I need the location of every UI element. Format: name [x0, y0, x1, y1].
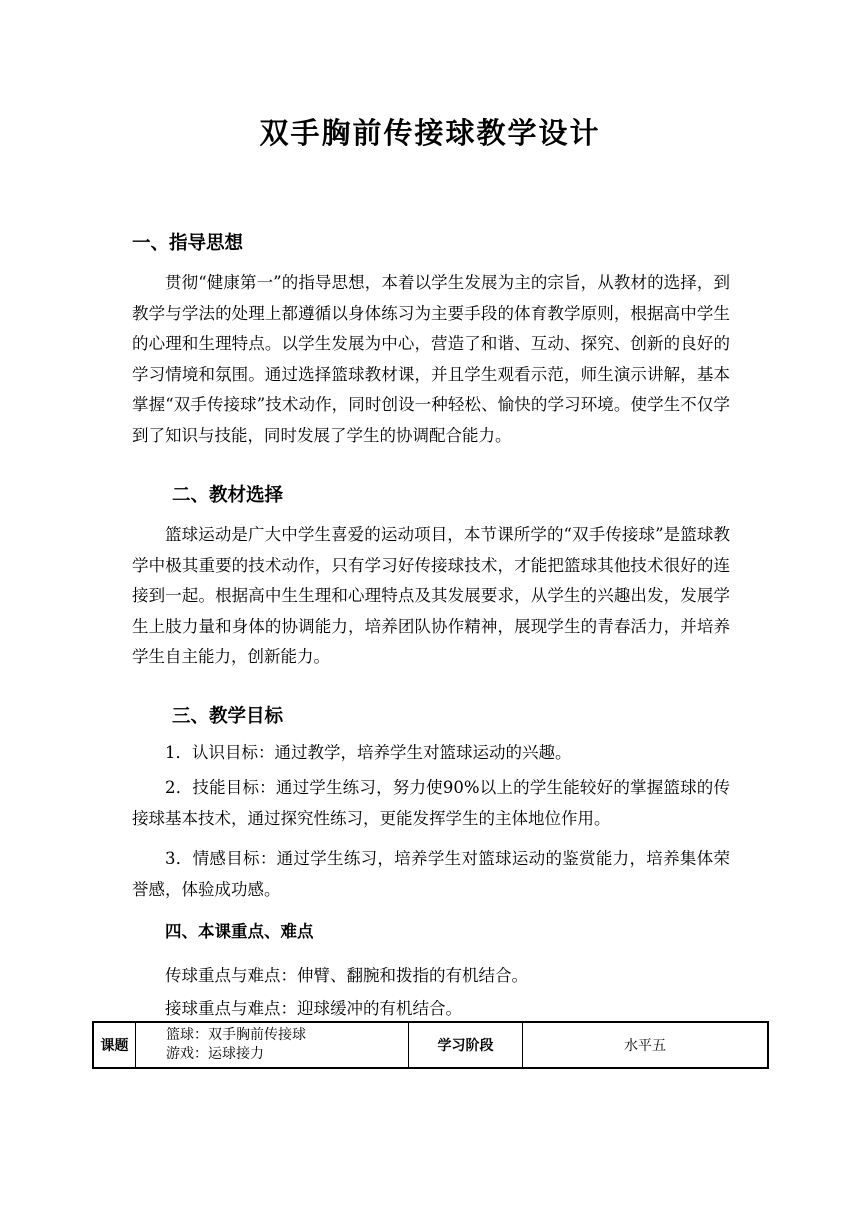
section-heading-guiding-thought: 一、指导思想	[132, 233, 244, 254]
section-heading-teaching-goals: 三、教学目标	[172, 706, 284, 727]
section-heading-material-selection: 二、教材选择	[172, 485, 284, 506]
document-title: 双手胸前传接球教学设计	[259, 116, 601, 150]
stage-label-cell: 学习阶段	[409, 1022, 523, 1068]
section-paragraph-material-selection: 篮球运动是广大中学生喜爱的运动项目，本节课所学的“双手传接球”是篮球教学中极其重要的技术动作，只有学习好传接球技术，才能把篮球其他技术很好的连接到一起。根据高中生生理和心理特点及其发展要求，从学生的兴趣出发，发展学生上肢力量和身体的协调能力，培养团队协作精神，展现学生的青春活力，并培养学生自主能力，创新能力。	[132, 525, 730, 666]
section-heading-key-points: 四、本课重点、难点	[165, 922, 314, 941]
key-point-passing: 传球重点与难点：伸臂、翻腕和拨指的有机结合。	[165, 966, 528, 985]
topic-value-cell	[136, 1022, 409, 1068]
goal-item: 1．认识目标：通过教学，培养学生对篮球运动的兴趣。	[165, 743, 572, 762]
topic-line-basketball: 篮球：双手胸前传接球	[166, 1027, 306, 1043]
stage-value-cell: 水平五	[523, 1022, 769, 1068]
goal-item: 2．技能目标：通过学生练习，努力使90%以上的学生能较好的掌握篮球的传接球基本技术，通过探究性练习，更能发挥学生的主体地位作用。	[132, 778, 730, 828]
section-paragraph-guiding-thought: 贯彻“健康第一”的指导思想，本着以学生发展为主的宗旨，从教材的选择，到教学与学法的处理上都遵循以身体练习为主要手段的体育教学原则，根据高中学生的心理和生理特点。以学生发展为中心，营造了和谐、互动、探究、创新的良好的学习情境和氛围。通过选择篮球教材课，并且学生观看示范，师生演示讲解，基本掌握“双手传接球”技术动作，同时创设一种轻松、愉快的学习环境。使学生不仅学到了知识与技能，同时发展了学生的协调配合能力。	[132, 273, 730, 445]
goal-item: 3．情感目标：通过学生练习，培养学生对篮球运动的鉴赏能力，培养集体荣誉感，体验成功感。	[132, 849, 730, 899]
topic-line-game: 游戏：运球接力	[166, 1046, 264, 1062]
topic-label-cell: 课题	[93, 1022, 136, 1068]
lesson-info-table	[92, 1021, 769, 1069]
key-point-catching: 接球重点与难点：迎球缓冲的有机结合。	[165, 999, 462, 1018]
table-row	[93, 1022, 768, 1068]
